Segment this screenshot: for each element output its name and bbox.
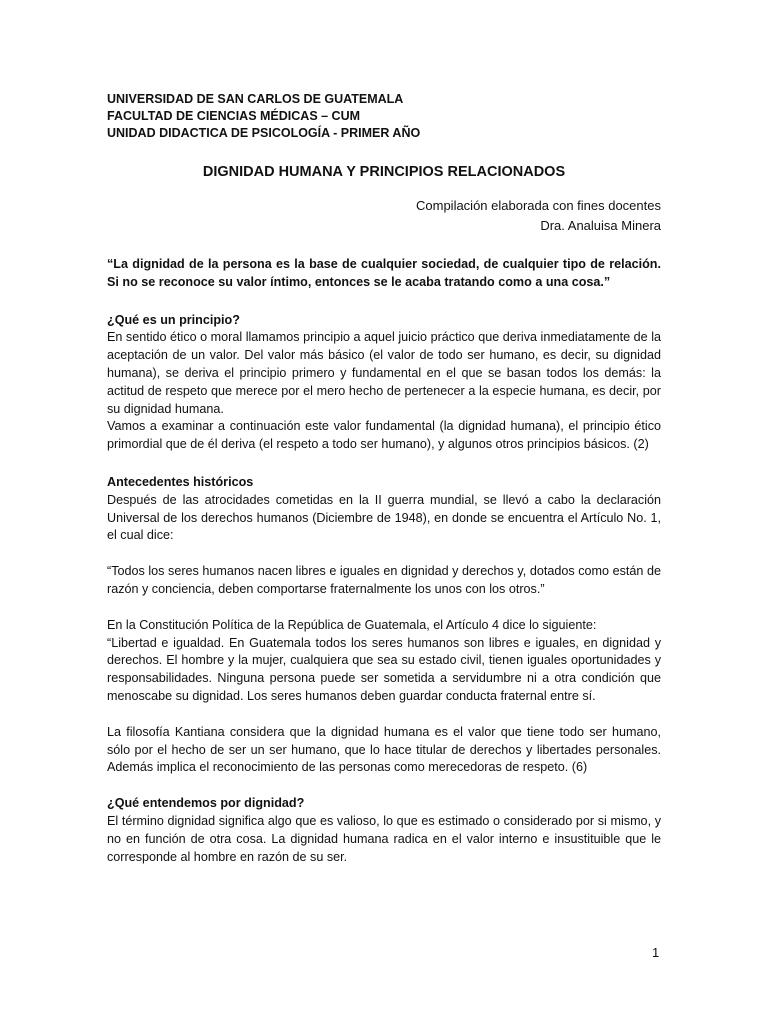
constitution-quote: “Libertad e igualdad. En Guatemala todos los seres humanos son libres e iguales, en dignidad y derechos. El hombre y la mujer, cualquiera que sea su estado civil, tienen iguales oportunidades y responsabilidades. Ninguna persona puede ser sometida a servidumbre ni a otra condición que menoscabe su dignidad. Los seres humanos deben guardar conducta fraternal entre sí. [107, 635, 661, 703]
opening-quote: “La dignidad de la persona es la base de cualquier sociedad, de cualquier tipo de relación. Si no se reconoce su valor íntimo, entonces se le acaba tratando como a una cosa.” [107, 257, 661, 289]
header-unit: UNIDAD DIDACTICA DE PSICOLOGÍA - PRIMER AÑO [107, 126, 421, 140]
attribution-line-1: Compilación elaborada con fines docentes [416, 198, 661, 213]
page-number: 1 [652, 945, 660, 960]
page-content [107, 91, 661, 866]
section-heading-antecedentes: Antecedentes históricos [107, 474, 254, 489]
header-university: UNIVERSIDAD DE SAN CARLOS DE GUATEMALA [107, 92, 404, 106]
document-title: DIGNIDAD HUMANA Y PRINCIPIOS RELACIONADOS [202, 164, 566, 180]
section-heading-principio: ¿Qué es un principio? [107, 312, 240, 327]
paragraph: Vamos a examinar a continuación este valor fundamental (la dignidad humana), el principio ético primordial que de él deriva (el respeto a todo ser humano), y algunos otros principios básicos. (2) [107, 419, 661, 452]
declaration-quote: “Todos los seres humanos nacen libres e iguales en dignidad y derechos y, dotados como están de razón y conciencia, deben comportarse fraternalmente los unos con los otros.” [107, 564, 661, 596]
paragraph: Después de las atrocidades cometidas en la II guerra mundial, se llevó a cabo la declaración Universal de los derechos humanos (Diciembre de 1948), en donde se encuentra el Artículo No. 1, el cual dice: [107, 492, 661, 543]
paragraph: El término dignidad significa algo que es valioso, lo que es estimado o considerado por si mismo, y no en función de otra cosa. La dignidad humana radica en el valor interno e insustituible que le corresponde al hombre en razón de su ser. [107, 813, 661, 864]
paragraph: En sentido ético o moral llamamos principio a aquel juicio práctico que deriva inmediatamente de la aceptación de un valor. Del valor más básico (el valor de todo ser humano, es decir, su dignidad humana), se deriva el principio primero y fundamental en el que se basan todos los demás: la actitud de respeto que merece por el mero hecho de pertenecer a la especie humana, es decir, por su dignidad humana. [107, 330, 661, 416]
header-faculty: FACULTAD DE CIENCIAS MÉDICAS – CUM [107, 109, 361, 123]
attribution [107, 196, 661, 236]
section-heading-dignidad: ¿Qué entendemos por dignidad? [107, 796, 305, 811]
paragraph: La filosofía Kantiana considera que la dignidad humana es el valor que tiene todo ser humano, sólo por el hecho de ser un ser humano, que lo hace titular de derechos y libertades personales. Además implica el reconocimiento de las personas como merecedoras de respeto. (6) [107, 724, 661, 775]
paragraph: En la Constitución Política de la República de Guatemala, el Artículo 4 dice lo siguiente: [107, 617, 597, 632]
attribution-author: Dra. Analuisa Minera [540, 218, 661, 233]
